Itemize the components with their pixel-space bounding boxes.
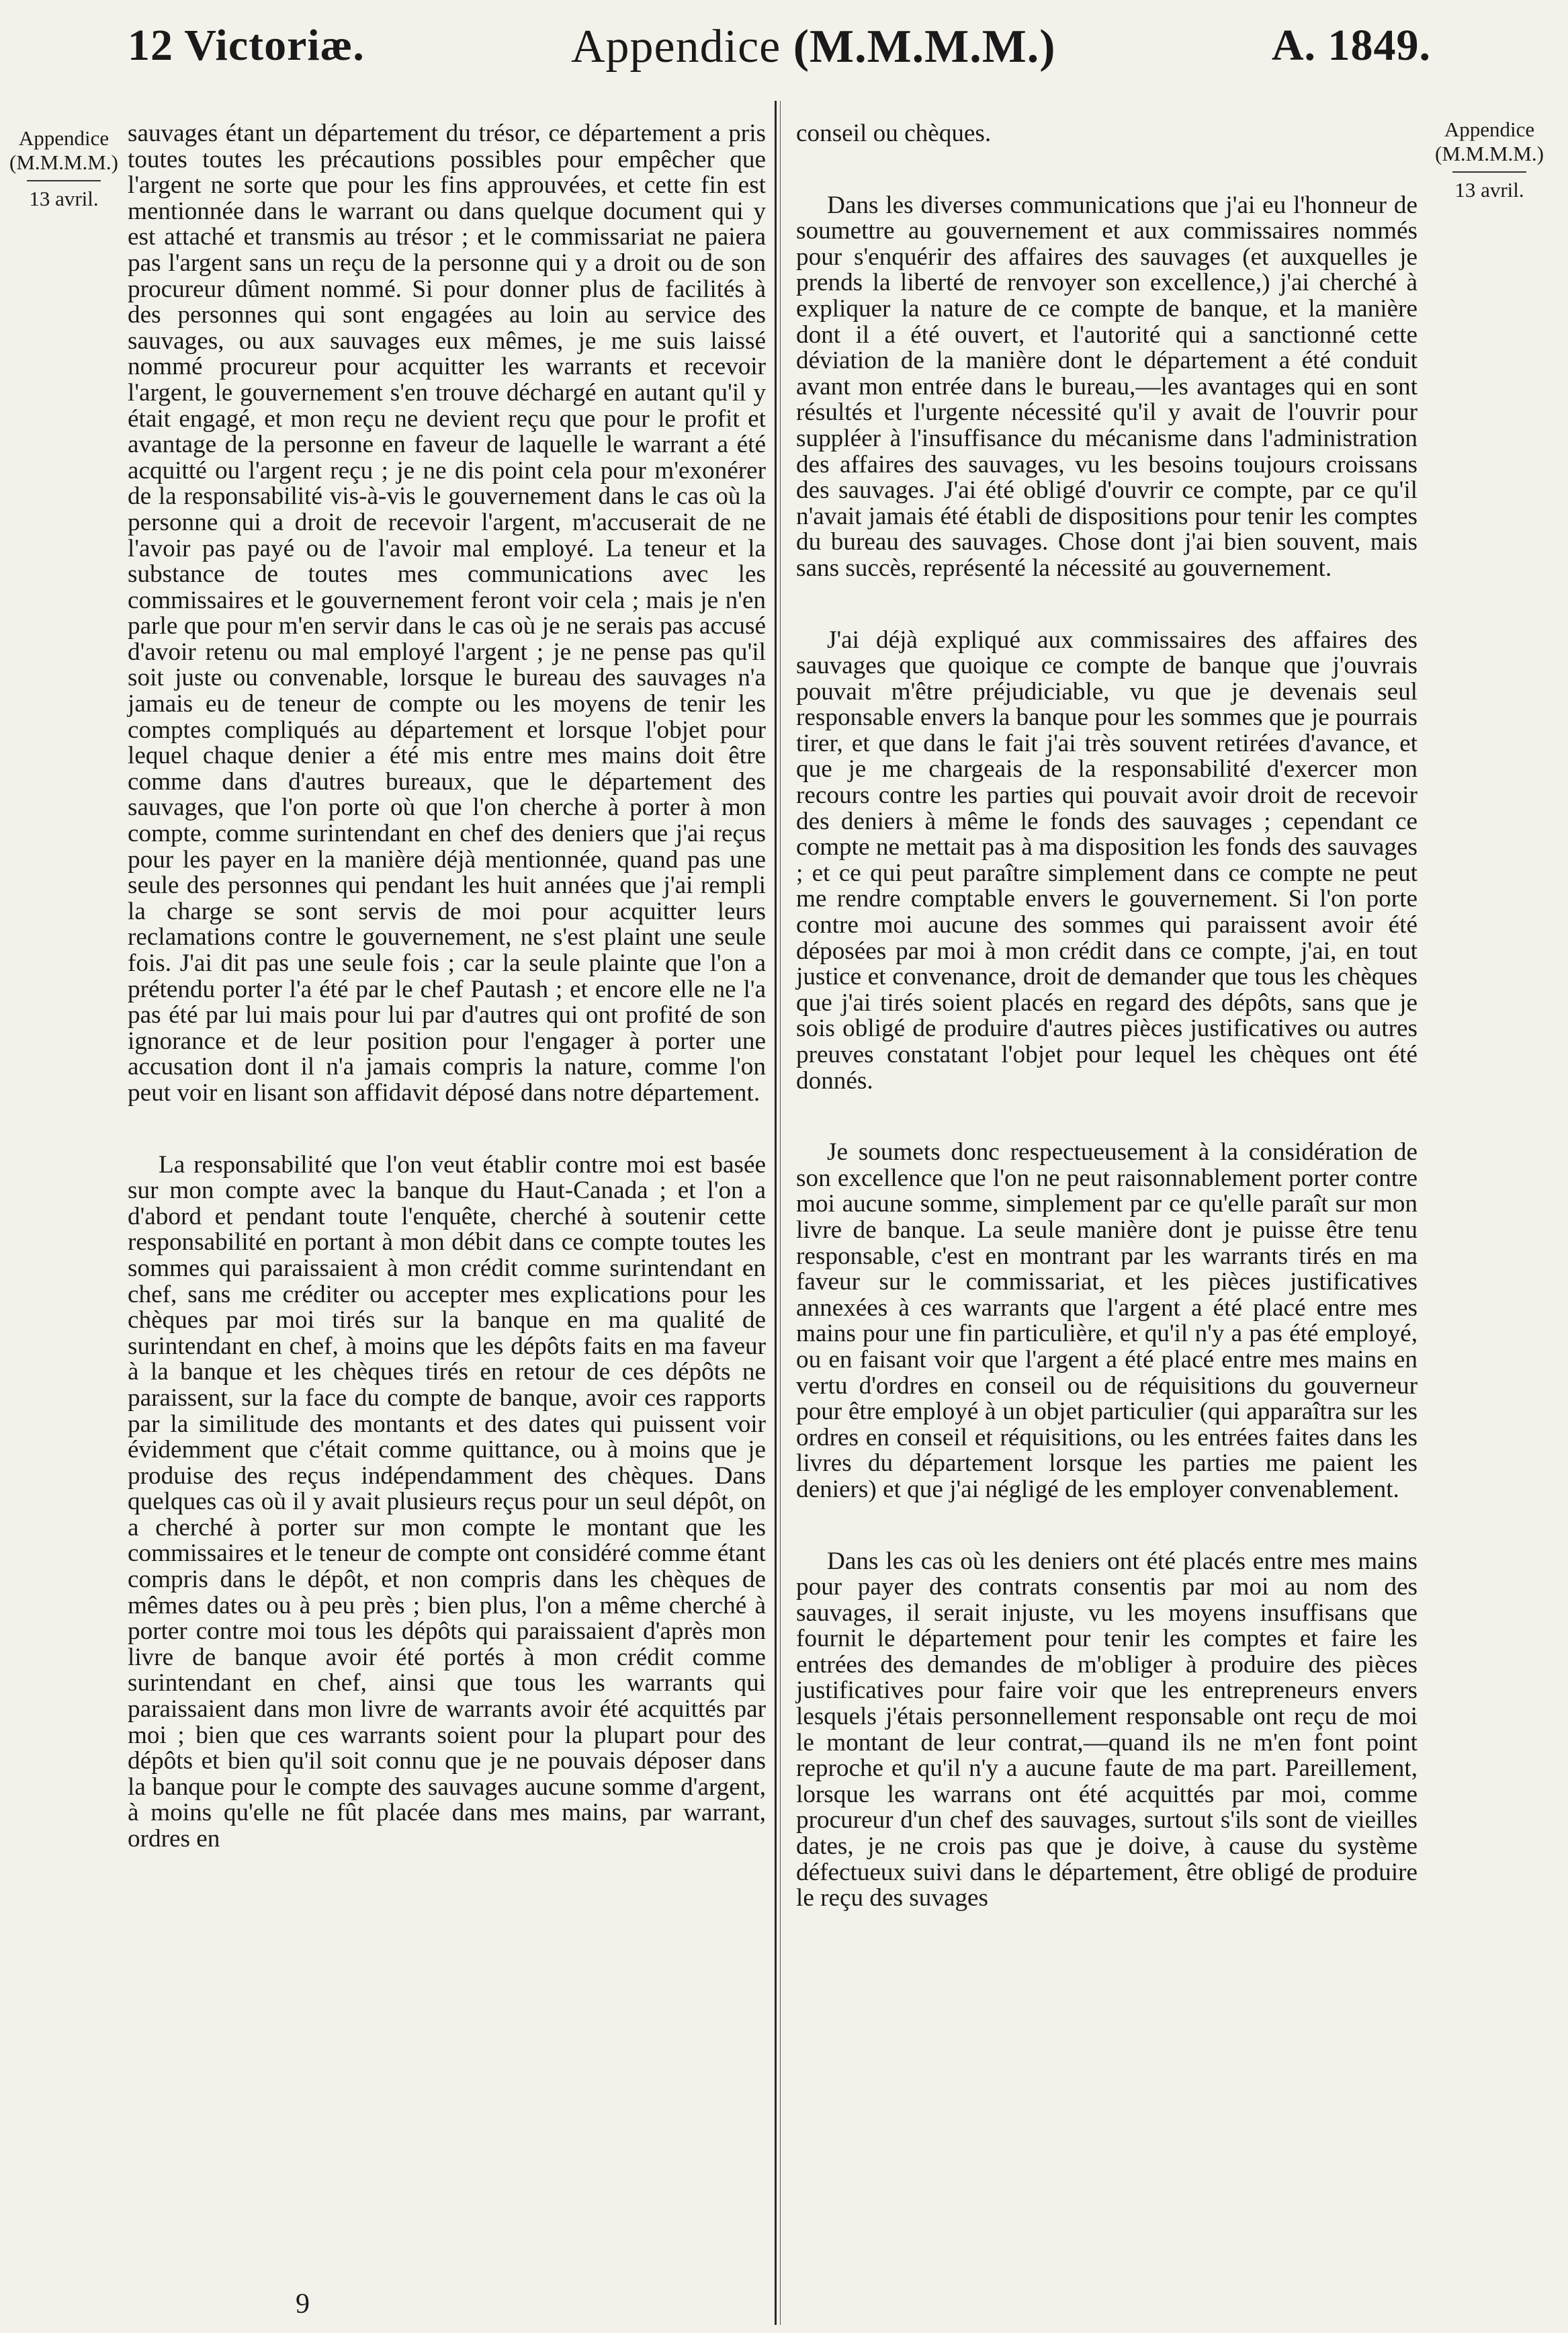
left-column: [128, 121, 766, 1853]
margin-note-right-line2: (M.M.M.M.): [1435, 142, 1544, 165]
running-header: [128, 20, 1431, 94]
left-paragraph-2: La responsabilité que l'on veut établir contre moi est basée sur mon compte avec la banque du Haut-Canada ; et l'on a d'abord et pendant toute l'enquête, cherché à soutenir cette responsabilité en portant à mon débit dans ce compte toutes les sommes qui paraissaient à mon crédit comme surintendant en chef, sans me créditer ou accepter mes explications pour les chèques par moi tirés sur la banque en ma qualité de surintendant en chef, à moins que les dépôts faits en ma faveur à la banque et les chèques tirés en retour de ces dépôts ne paraissent, sur la face du compte de banque, avoir ces rapports par la similitude des montants et des dates qui puissent voir évidemment que c'était comme quittance, ou à moins que je produise des reçus indépendamment des chèques. Dans quelques cas où il y avait plusieurs reçus pour un seul dépôt, on a cherché à porter sur mon compte le montant que les commissaires et le teneur de compte ont considéré comme étant compris dans le dépôt, et non compris dans les chèques de mêmes dates ou à peu près ; bien plus, l'on a même cherché à porter contre moi tous les dépôts qui paraissaient d'après mon livre de banque avoir été portés à mon crédit comme surintendant en chef, ainsi que tous les warrants qui paraissaient dans mon livre de warrants avoir été acquittés par moi ; bien que ces warrants soient pour la plupart pour des dépôts et bien qu'il soit connu que je ne pouvais déposer dans la banque pour le compte des sauvages aucune somme d'argent, à moins qu'elle ne fût placée dans mes mains, par warrant, ordres en: [128, 1150, 766, 1853]
margin-note-left: [4, 126, 124, 211]
right-column: [796, 121, 1418, 1912]
margin-note-right: [1419, 118, 1560, 202]
margin-note-left-date: 13 avril.: [29, 187, 99, 210]
column-divider-inner: [780, 101, 781, 2325]
margin-note-left-rule: [27, 180, 101, 181]
right-paragraph-2: Dans les diverses communications que j'ai eu l'honneur de soumettre au gouvernement et aux commissaires nommés pour s'enquérir des affaires des sauvages (et auxquelles je prends la liberté de renvoyer son excellence,) j'ai cherché à expliquer la nature de ce compte de banque, et la manière dont il a été ouvert, et l'autorité qui a sanctionné cette déviation de la manière dont le département a été conduit avant mon entrée dans le bureau,—les avantages qui en sont résultés et l'urgente nécessité qu'il y avait de l'ouvrir pour suppléer à l'insuffisance du mécanisme dans l'administration des affaires des sauvages, vu les besoins toujours croissans des sauvages. J'ai été obligé d'ouvrir ce compte, par ce qu'il n'avait jamais été établi de dispositions pour tenir les comptes du bureau des sauvages. Chose dont j'ai bien souvent, mais sans succès, représenté la nécessité au gouvernement.: [796, 191, 1418, 582]
column-divider: [775, 101, 777, 2325]
header-appendix-prefix: Appendice: [571, 21, 781, 73]
header-year: A. 1849.: [1271, 21, 1431, 70]
right-paragraph-5: Dans les cas où les deniers ont été placés entre mes mains pour payer des contrats consentis par moi au nom des sauvages, il serait injuste, vu les moyens insuffisans que fournit le département pour tenir les comptes et faire les entrées des demandes de m'obliger à produire des pièces justificatives pour faire voir que les entrepreneurs envers lesquels j'étais personnellement responsable ont reçu de moi le montant de leur contrat,—quand ils ne m'en font point reproche et qu'il n'y a aucune faute de ma part. Pareillement, lorsque les warrans ont été acquittés par moi, comme procureur d'un chef des sauvages, surtout s'ils sont de vieilles dates, je ne crois pas que je doive, à cause du système défectueux suivi dans le département, être obligé de produire le reçu des suvages: [796, 1547, 1418, 1912]
margin-note-right-rule: [1452, 171, 1526, 173]
right-paragraph-1: conseil ou chèques.: [796, 120, 992, 147]
margin-note-right-line1: Appendice: [1444, 118, 1535, 141]
margin-note-left-line2: (M.M.M.M.): [9, 151, 118, 174]
margin-note-right-date: 13 avril.: [1454, 178, 1524, 202]
header-appendix-code: (M.M.M.M.): [793, 21, 1056, 73]
header-regnal-year: 12 Victoriæ.: [128, 21, 365, 70]
left-paragraph-1: sauvages étant un département du trésor, ce département a pris toutes toutes les précautions possibles pour empêcher que l'argent ne sorte que pour les fins approuvées, et cette fin est mentionnée dans le warrant ou dans quelque document qui y est attaché et transmis au trésor ; et le commissariat ne paiera pas l'argent sans un reçu de la personne qui y a droit ou de son procureur dûment nommé. Si pour donner plus de facilités à des personnes qui sont engagées au loin au service des sauvages, ou aux sauvages eux mêmes, je me suis laissé nommé procureur pour acquitter les warrants et recevoir l'argent, le gouvernement s'en trouve déchargé en autant qu'il y était engagé, et mon reçu ne devient reçu que pour le profit et avantage de la personne en faveur de laquelle le warrant a été acquitté ou l'argent reçu ; je ne dis point cela pour m'exonérer de la responsabilité vis-à-vis le gouvernement dans le cas où la personne qui a droit de recevoir l'argent, m'accuserait de ne l'avoir pas payé ou de l'avoir mal employé. La teneur et la substance de toutes mes communications avec les commissaires et le gouvernement feront voir cela ; mais je n'en parle que pour m'en servir dans le cas où je ne serais pas accusé d'avoir retenu ou mal employé l'argent ; je ne pense pas qu'il soit juste ou convenable, lorsque le bureau des sauvages n'a jamais eu de teneur de compte ou les moyens de tenir les comptes compliqués au département et lorsque l'objet pour lequel chaque denier a été mis entre mes mains doit être comme dans d'autres bureaux, que le département des sauvages, que l'on porte où que l'on cherche à porter à mon compte, comme surintendant en chef des deniers que j'ai reçus pour les payer en la manière déjà mentionnée, quand pas une seule des personnes qui pendant les huit années que j'ai rempli la charge se sont servis de moi pour acquitter leurs reclamations contre le gouvernement, ne s'est plaint une seule fois. J'ai dit pas une seule fois ; car la seule plainte que l'on a prétendu porter l'a été par le chef Pautash ; et encore elle ne l'a pas été par lui mais pour lui par d'autres qui ont profité de son ignorance et de leur position pour l'engager à porter une accusation dont il n'a jamais compris la nature, comme l'on peut voir en lisant son affidavit déposé dans notre département.: [128, 120, 766, 1107]
header-appendix-title: [571, 20, 1056, 74]
page-number: 9: [296, 2289, 310, 2320]
margin-note-left-line1: Appendice: [18, 126, 110, 150]
right-paragraph-4: Je soumets donc respectueusement à la considération de son excellence que l'on ne peut raisonnablement porter contre moi aucune somme, simplement par ce qu'elle paraît sur mon livre de banque. La seule manière dont je puisse être tenu responsable, c'est en montrant par les warrants tirés en ma faveur sur le commissariat, et les pièces justificatives annexées à ces warrants que l'argent a été placé entre mes mains pour une fin particulière, et qu'il n'y a pas été employé, ou en faisant voir que l'argent a été placé entre mes mains en vertu d'ordres en conseil ou de réquisitions du gouverneur pour être employé à un objet particulier (qui apparaîtra sur les ordres en conseil et réquisitions, ou les entrées faites dans les livres du département lorsque les parties me paient les deniers) et que j'ai négligé de les employer convenablement.: [796, 1138, 1418, 1503]
right-paragraph-3: J'ai déjà expliqué aux commissaires des affaires des sauvages que quoique ce compte de banque que j'ouvrais pouvait m'être préjudiciable, vu que je devenais seul responsable envers la banque pour les sommes que je pourrais tirer, et que dans le fait j'ai très souvent retirées d'avance, et que je me chargeais de la responsabilité d'exercer mon recours contre les parties qui pouvait avoir droit de recevoir des deniers à même le fonds des sauvages ; cependant ce compte ne mettait pas à ma disposition les fonds des sauvages ; et ce qui peut paraître simplement dans ce compte ne peut me rendre comptable envers le gouvernement. Si l'on porte contre moi aucune des sommes qui paraissent avoir été déposées par moi à mon crédit dans ce compte, j'ai, en tout justice et convenance, droit de demander que tous les chèques que j'ai tirés soient placés en regard des dépôts, sans que je sois obligé de produire d'autres pièces justificatives ou autres preuves constatant l'objet pour lequel les chèques ont été donnés.: [796, 626, 1418, 1095]
